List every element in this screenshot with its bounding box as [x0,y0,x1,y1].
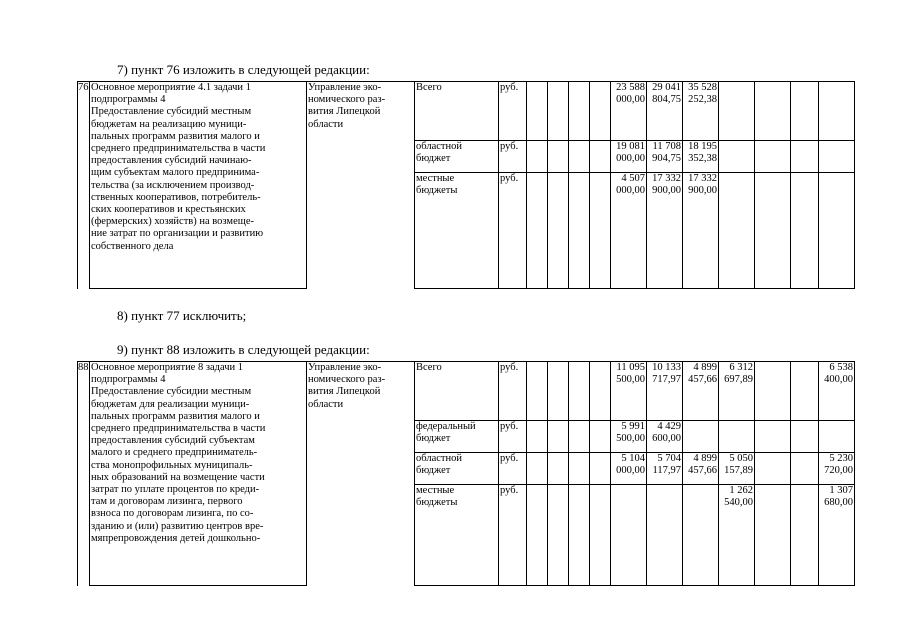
executor-line: области [308,398,344,410]
amount-cell [755,82,791,141]
table-item-76 [77,81,855,289]
item-number: 76 [78,82,90,289]
amount-line: 000,00 [616,185,645,197]
amount-line: 457,66 [688,374,717,386]
amount-cell [719,421,755,453]
amount-line: 900,00 [652,185,681,197]
description-line: среднего предпринимательства в части [91,143,266,155]
amount-cell [683,173,719,289]
description-line: (фермерских) хозяйств) на возмеще- [91,216,254,228]
empty-cell [590,82,611,141]
amount-line: 457,66 [688,465,717,477]
empty-cell [548,173,569,289]
item-executor [307,82,415,289]
amount-cell [755,141,791,173]
amount-cell [819,362,855,421]
empty-cell [527,421,548,453]
amount-line: 697,89 [724,374,753,386]
description-line: предоставления субсидий субъектам [91,435,255,447]
empty-cell [548,141,569,173]
amount-cell [683,421,719,453]
empty-cell [590,453,611,485]
amount-line: 11 708 [652,141,681,152]
description-line: ние затрат по организации и развитию [91,228,264,240]
funding-source [415,141,499,173]
description-line: щим субъектам малого предпринима- [91,167,260,179]
amount-cell [819,485,855,586]
empty-cell [569,421,590,453]
unit-cell: руб. [499,82,527,141]
amount-line: 500,00 [616,374,645,386]
amount-line: 18 195 [688,141,717,152]
amount-line: 5 230 [829,453,853,464]
amount-line: 11 095 [616,362,645,373]
executor-line: номического раз- [308,94,386,106]
heading-item-8: 8) пункт 77 исключить; [117,308,247,323]
heading-item-9: 9) пункт 88 изложить в следующей редакции: [117,342,370,357]
amount-cell [647,453,683,485]
description-line: мяпрепровождения детей дошкольно- [91,532,261,544]
empty-cell [527,485,548,586]
amount-line: 680,00 [824,497,853,509]
description-line: среднего предпринимательства в части [91,423,266,435]
description-line: малого и среднего предприниматель- [91,447,258,459]
funding-source-line: областной [416,453,462,464]
funding-source-line: федеральный [416,421,476,432]
amount-cell [611,485,647,586]
amount-cell [683,141,719,173]
funding-source [415,82,499,141]
amount-cell [819,141,855,173]
empty-cell [569,362,590,421]
item-description [90,362,307,586]
description-line: ственных кооперативов, потребитель- [91,191,261,203]
amount-line: 5 050 [729,453,753,464]
empty-cell [548,82,569,141]
amount-line: 720,00 [824,465,853,477]
description-line: ных образований на возмещение части [91,471,265,483]
amount-line: 000,00 [616,153,645,165]
empty-cell [548,421,569,453]
amount-cell [647,82,683,141]
funding-source [415,421,499,453]
amount-cell [647,485,683,586]
amount-cell [719,453,755,485]
amount-line: 4 429 [657,421,681,432]
empty-cell [569,141,590,173]
item-description [90,82,307,289]
empty-cell [527,453,548,485]
description-line: бюджетам для реализации муници- [91,398,250,410]
empty-cell [569,453,590,485]
amount-line: 4 899 [693,453,717,464]
funding-source-line: Всего [416,362,442,373]
funding-source-line: Всего [416,82,442,93]
amount-cell [819,421,855,453]
empty-cell [527,173,548,289]
amount-cell [755,421,791,453]
amount-line: 4 507 [621,173,645,184]
amount-cell [791,141,819,173]
item-executor [307,362,415,586]
amount-cell [611,173,647,289]
unit-cell: руб. [499,173,527,289]
unit-cell: руб. [499,453,527,485]
empty-cell [527,362,548,421]
executor-line: Управление эко- [308,82,382,93]
funding-source-line: местные [416,485,455,496]
amount-line: 400,00 [824,374,853,386]
unit-cell: руб. [499,141,527,173]
description-line: ства монопрофильных муниципаль- [91,459,253,471]
description-line: предоставления субсидий начинаю- [91,155,252,167]
item-number: 88 [78,362,90,586]
amount-cell [719,362,755,421]
executor-line: области [308,118,344,130]
amount-cell [647,173,683,289]
amount-line: 17 332 [688,173,717,184]
amount-cell [683,362,719,421]
description-line: Основное мероприятие 4.1 задачи 1 [91,82,251,93]
description-line: ских кооперативов и крестьянских [91,204,246,216]
amount-cell [719,82,755,141]
description-line: пальных программ развития малого и [91,410,260,422]
amount-line: 1 262 [729,485,753,496]
funding-source [415,362,499,421]
amount-cell [791,362,819,421]
amount-cell [647,141,683,173]
amount-cell [611,421,647,453]
amount-line: 000,00 [616,94,645,106]
empty-cell [590,362,611,421]
funding-source-line: местные [416,173,455,184]
funding-source-line: бюджет [416,153,451,165]
description-line: подпрограммы 4 [91,374,166,386]
amount-line: 252,38 [688,94,717,106]
amount-cell [791,421,819,453]
table-item-88 [77,361,855,586]
empty-cell [548,485,569,586]
table-row [78,82,855,141]
funding-source-line: бюджет [416,465,451,477]
empty-cell [569,485,590,586]
amount-line: 6 312 [729,362,753,373]
amount-line: 600,00 [652,433,681,445]
amount-line: 804,75 [652,94,681,106]
description-line: Основное мероприятие 8 задачи 1 [91,362,244,373]
amount-cell [647,421,683,453]
amount-line: 904,75 [652,153,681,165]
amount-cell [719,141,755,173]
executor-line: вития Липецкой [308,386,381,398]
amount-cell [819,173,855,289]
amount-cell [683,453,719,485]
executor-line: Управление эко- [308,362,382,373]
empty-cell [590,485,611,586]
empty-cell [527,82,548,141]
amount-cell [611,141,647,173]
amount-cell [683,485,719,586]
description-line: собственного дела [91,240,174,252]
empty-cell [590,421,611,453]
empty-cell [548,362,569,421]
funding-source [415,453,499,485]
amount-line: 000,00 [616,465,645,477]
amount-cell [791,82,819,141]
amount-cell [791,453,819,485]
amount-line: 4 899 [693,362,717,373]
amount-line: 10 133 [652,362,681,373]
amount-cell [819,453,855,485]
amount-line: 157,89 [724,465,753,477]
description-line: тельства (за исключением производ- [91,179,255,191]
amount-cell [611,453,647,485]
amount-line: 17 332 [652,173,681,184]
amount-line: 717,97 [652,374,681,386]
amount-cell [755,485,791,586]
description-line: пальных программ развития малого и [91,130,260,142]
amount-line: 117,97 [652,465,681,477]
unit-cell: руб. [499,485,527,586]
amount-cell [647,362,683,421]
unit-cell: руб. [499,421,527,453]
amount-cell [791,173,819,289]
empty-cell [590,141,611,173]
amount-line: 500,00 [616,433,645,445]
funding-source-line: бюджет [416,433,451,445]
empty-cell [569,173,590,289]
heading-item-7: 7) пункт 76 изложить в следующей редакции: [117,62,370,77]
description-line: там и договорам лизинга, первого [91,496,243,508]
amount-line: 29 041 [652,82,681,93]
description-line: Предоставление субсидии местным [91,386,252,398]
amount-line: 19 081 [616,141,645,152]
amount-line: 6 538 [829,362,853,373]
amount-cell [755,362,791,421]
amount-cell [755,173,791,289]
amount-cell [611,82,647,141]
amount-line: 352,38 [688,153,717,165]
description-line: взноса по договорам лизинга, по со- [91,508,254,520]
amount-cell [819,82,855,141]
funding-source [415,173,499,289]
amount-line: 5 104 [621,453,645,464]
empty-cell [527,141,548,173]
amount-cell [611,362,647,421]
funding-source-line: бюджеты [416,497,458,509]
amount-line: 35 528 [688,82,717,93]
amount-line: 23 588 [616,82,645,93]
description-line: подпрограммы 4 [91,94,166,106]
funding-source-line: бюджеты [416,185,458,197]
empty-cell [590,173,611,289]
funding-source-line: областной [416,141,462,152]
unit-cell: руб. [499,362,527,421]
amount-cell [683,82,719,141]
description-line: Предоставление субсидий местным [91,106,252,118]
amount-line: 540,00 [724,497,753,509]
amount-line: 5 704 [657,453,681,464]
description-line: зданию и (или) развитию центров вре- [91,520,264,532]
amount-line: 900,00 [688,185,717,197]
empty-cell [569,82,590,141]
amount-cell [755,453,791,485]
funding-source [415,485,499,586]
amount-cell [791,485,819,586]
amount-line: 1 307 [829,485,853,496]
executor-line: номического раз- [308,374,386,386]
amount-cell [719,485,755,586]
amount-line: 5 991 [621,421,645,432]
empty-cell [548,453,569,485]
description-line: бюджетам на реализацию муници- [91,118,247,130]
executor-line: вития Липецкой [308,106,381,118]
description-line: затрат по уплате процентов по креди- [91,484,260,496]
amount-cell [719,173,755,289]
table-row [78,362,855,421]
